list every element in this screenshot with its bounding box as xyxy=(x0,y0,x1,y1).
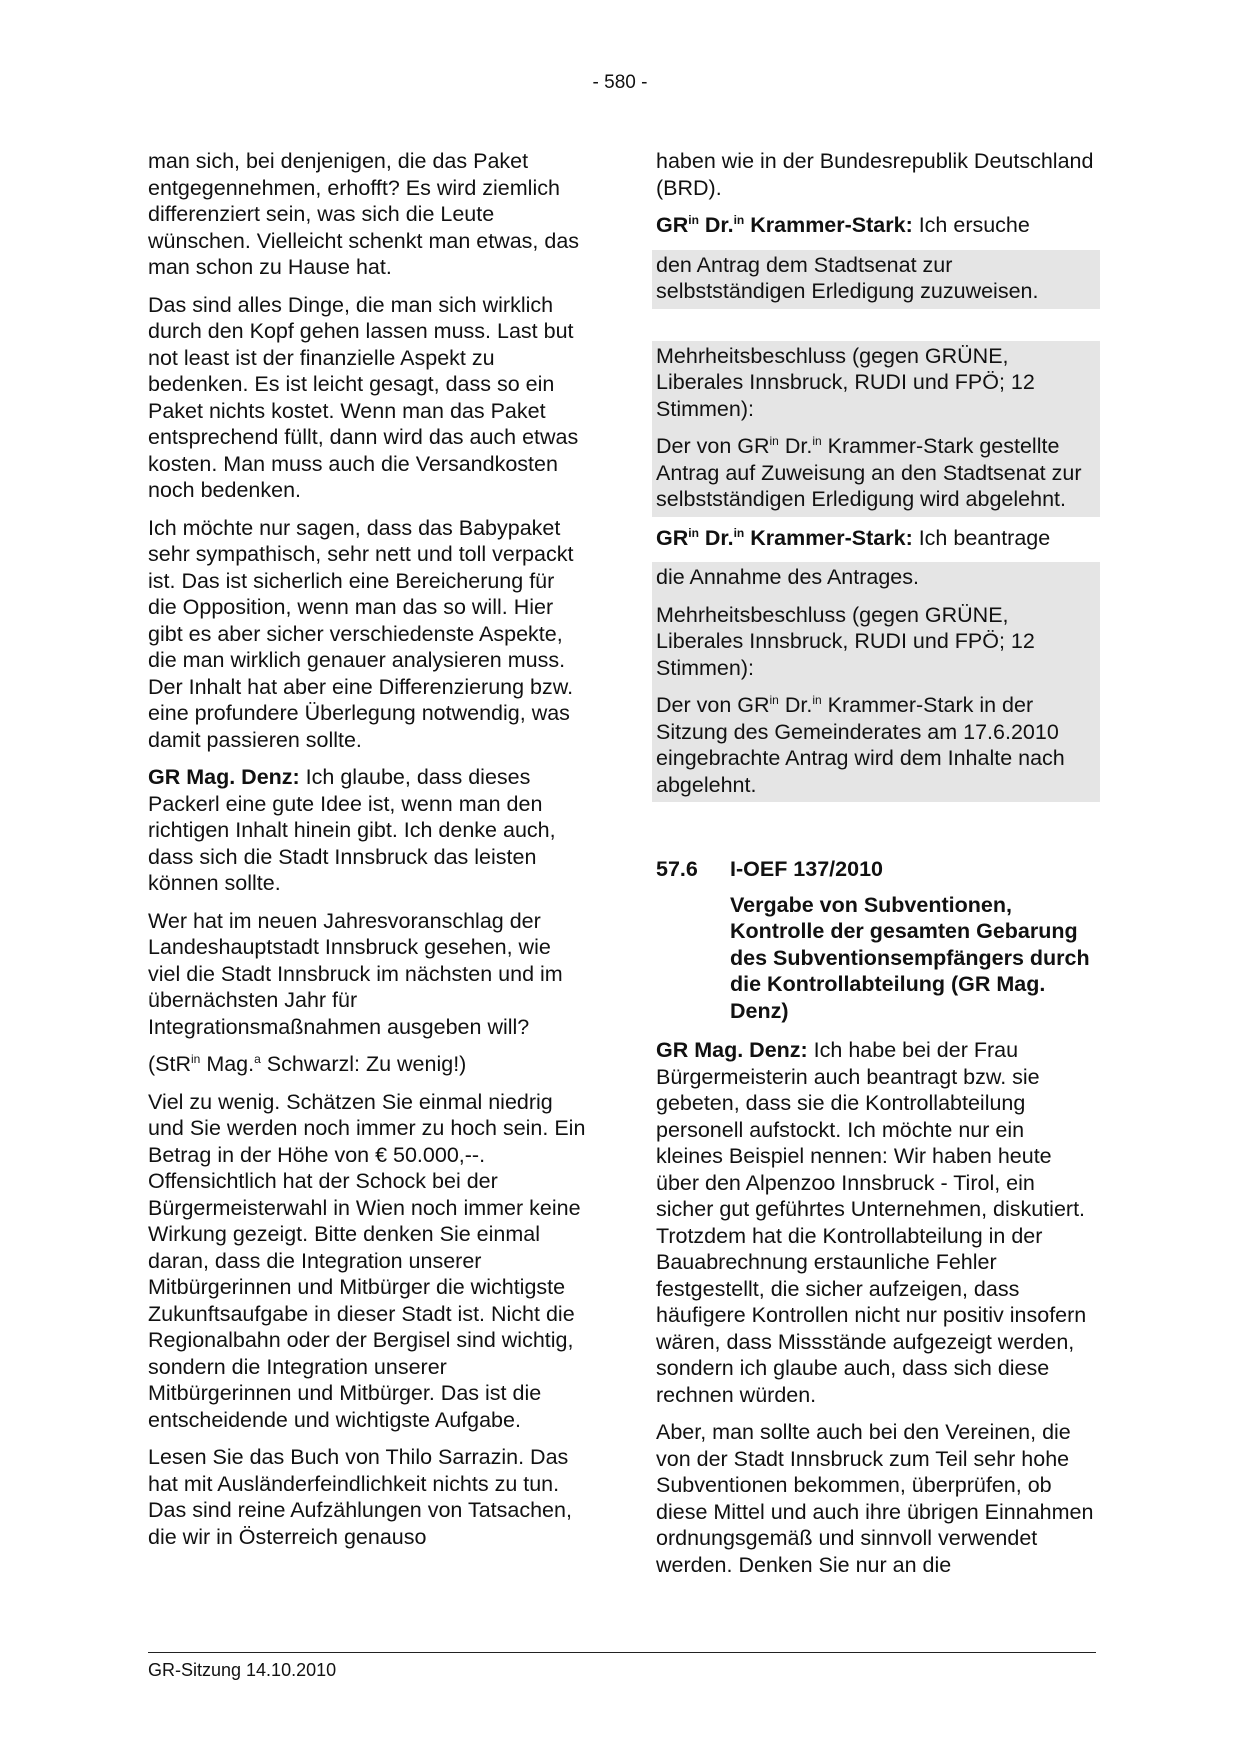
resolution-block xyxy=(652,562,1100,802)
resolution-block xyxy=(652,341,1100,517)
resolution-text: Der von $GR^{in}$ Dr.$^{in}$ Krammer-Stark in der Sitzung des Gemeinderates am 17.6.2010 eingebrachte Antrag wird dem Inhalte nach abgelehnt. xyxy=(656,692,1065,797)
footer-session-date: GR-Sitzung 14.10.2010 xyxy=(148,1660,337,1680)
speaker-name: $GR^{in}$ Dr.$^{in}$ Krammer-Stark: xyxy=(656,525,913,550)
motion-request xyxy=(656,525,1096,552)
speaker-name: GR Mag. Denz: xyxy=(656,1038,808,1062)
speech-paragraph xyxy=(656,1037,1096,1408)
paragraph: Lesen Sie das Buch von Thilo Sarrazin. Das hat mit Ausländerfeindlichkeit nichts zu tun. Das sind reine Aufzählungen von Tatsachen, die wir in Österreich genauso xyxy=(148,1445,572,1549)
agenda-item-title: Vergabe von Subventionen, Kontrolle der gesamten Gebarung des Subventionsempfängers durch die Kontrollabteilung (GR Mag. Denz) xyxy=(730,892,1090,1023)
speech-text: Ich ersuche xyxy=(912,213,1030,237)
motion-text: die Annahme des Antrages. xyxy=(656,565,919,589)
vote-result: Mehrheitsbeschluss (gegen GRÜNE, Liberales Innsbruck, RUDI und FPÖ; 12 Stimmen): xyxy=(656,343,1035,421)
footer-divider xyxy=(148,1652,1096,1653)
speech-text: Ich glaube, dass dieses Packerl eine gute Idee ist, wenn man den richtigen Inhalt hinein gibt. Ich denke auch, dass sich die Stadt Innsbruck das leisten können sollte. xyxy=(148,765,556,895)
vote-result: Mehrheitsbeschluss (gegen GRÜNE, Liberales Innsbruck, RUDI und FPÖ; 12 Stimmen): xyxy=(656,602,1035,680)
agenda-item-heading xyxy=(656,856,1096,883)
agenda-item-number: 57.6 xyxy=(656,857,698,881)
paragraph: Aber, man sollte auch bei den Vereinen, die von der Stadt Innsbruck zum Teil sehr hohe Subventionen bekommen, überprüfen, ob diese Mittel und auch ihre übrigen Einnahmen ordnungsgemäß und sinnvoll verwendet werden. Denken Sie nur an die xyxy=(656,1420,1094,1577)
speech-text: Ich beantrage xyxy=(912,525,1051,550)
interjection: (StR$^{in}$ Mag.$^a$ Schwarzl: Zu wenig!) xyxy=(148,1051,467,1076)
paragraph: Wer hat im neuen Jahresvoranschlag der Landeshauptstadt Innsbruck gesehen, wie viel die Stadt Innsbruck im nächsten und im übernächsten Jahr für Integrationsmaßnahmen ausgeben will? xyxy=(148,908,563,1039)
right-column xyxy=(656,148,1096,1589)
paragraph: Ich möchte nur sagen, dass das Babypaket sehr sympathisch, sehr nett und toll verpackt ist. Das ist sicherlich eine Bereicherung für die Opposition, wenn man das so will. Hier gibt es aber sicher verschiedenste Aspekte, die man wirklich genauer analysieren muss. Der Inhalt hat aber eine Differenzierung bzw. eine profundere Überlegung notwendig, was damit passieren sollte. xyxy=(148,515,574,752)
speaker-name: GR Mag. Denz: xyxy=(148,765,300,789)
speech-text: Ich habe bei der Frau Bürgermeisterin auch beantragt bzw. sie gebeten, dass sie die Kontrollabteilung personell aufstockt. Ich möchte nur ein kleines Beispiel nennen: Wir haben heute über den Alpenzoo Innsbruck - Tirol, ein sicher gut geführtes Unternehmen, diskutiert. Trotzdem hat die Kontrollabteilung in der Bauabrechnung erstaunliche Fehler festgestellt, die sicher aufzeigen, dass häufigere Kontrollen nicht nur positiv insofern wären, dass Missstände aufgezeigt werden, sondern ich glaube auch, dass sich diese rechnen würden. xyxy=(656,1038,1087,1407)
page-number: - 580 - xyxy=(592,72,648,93)
paragraph: man sich, bei denjenigen, die das Paket entgegennehmen, erhofft? Es wird ziemlich differenziert sein, was sich die Leute wünschen. Vielleicht schenkt man etwas, das man schon zu Hause hat. xyxy=(148,149,580,279)
resolution-text: Der von $GR^{in}$ Dr.$^{in}$ Krammer-Stark gestellte Antrag auf Zuweisung an den Stadtsenat zur selbstständigen Erledigung wird abgelehnt. xyxy=(656,433,1082,511)
speaker-name: $GR^{in}$ Dr.$^{in}$ Krammer-Stark: xyxy=(656,212,913,237)
motion-text-highlight: den Antrag dem Stadtsenat zur selbstständigen Erledigung zuzuweisen. xyxy=(652,250,1100,309)
paragraph: Das sind alles Dinge, die man sich wirklich durch den Kopf gehen lassen muss. Last but not least ist der finanzielle Aspekt zu bedenken. Es ist leicht gesagt, dass so ein Paket nichts kostet. Wenn man das Paket entsprechend füllt, dann wird das auch etwas kosten. Man muss auch die Versandkosten noch bedenken. xyxy=(148,292,579,502)
paragraph: Viel zu wenig. Schätzen Sie einmal niedrig und Sie werden noch immer zu hoch sein. Ein Betrag in der Höhe von € 50.000,--. Offensichtlich hat der Schock bei der Bürgermeisterwahl in Wien noch immer keine Wirkung gezeigt. Bitte denken Sie einmal daran, dass die Integration unserer Mitbürgerinnen und Mitbürger die wichtigste Zukunftsaufgabe in dieser Stadt ist. Nicht die Regionalbahn oder der Bergisel sind wichtig, sondern die Integration unserer Mitbürgerinnen und Mitbürger. Das ist die entscheidende und wichtigste Aufgabe. xyxy=(148,1089,586,1432)
speech-paragraph xyxy=(148,764,588,897)
paragraph: haben wie in der Bundesrepublik Deutschland (BRD). xyxy=(656,149,1094,200)
motion-request xyxy=(656,212,1096,239)
left-column xyxy=(148,148,588,1561)
agenda-item-code: I-OEF 137/2010 xyxy=(730,857,883,881)
